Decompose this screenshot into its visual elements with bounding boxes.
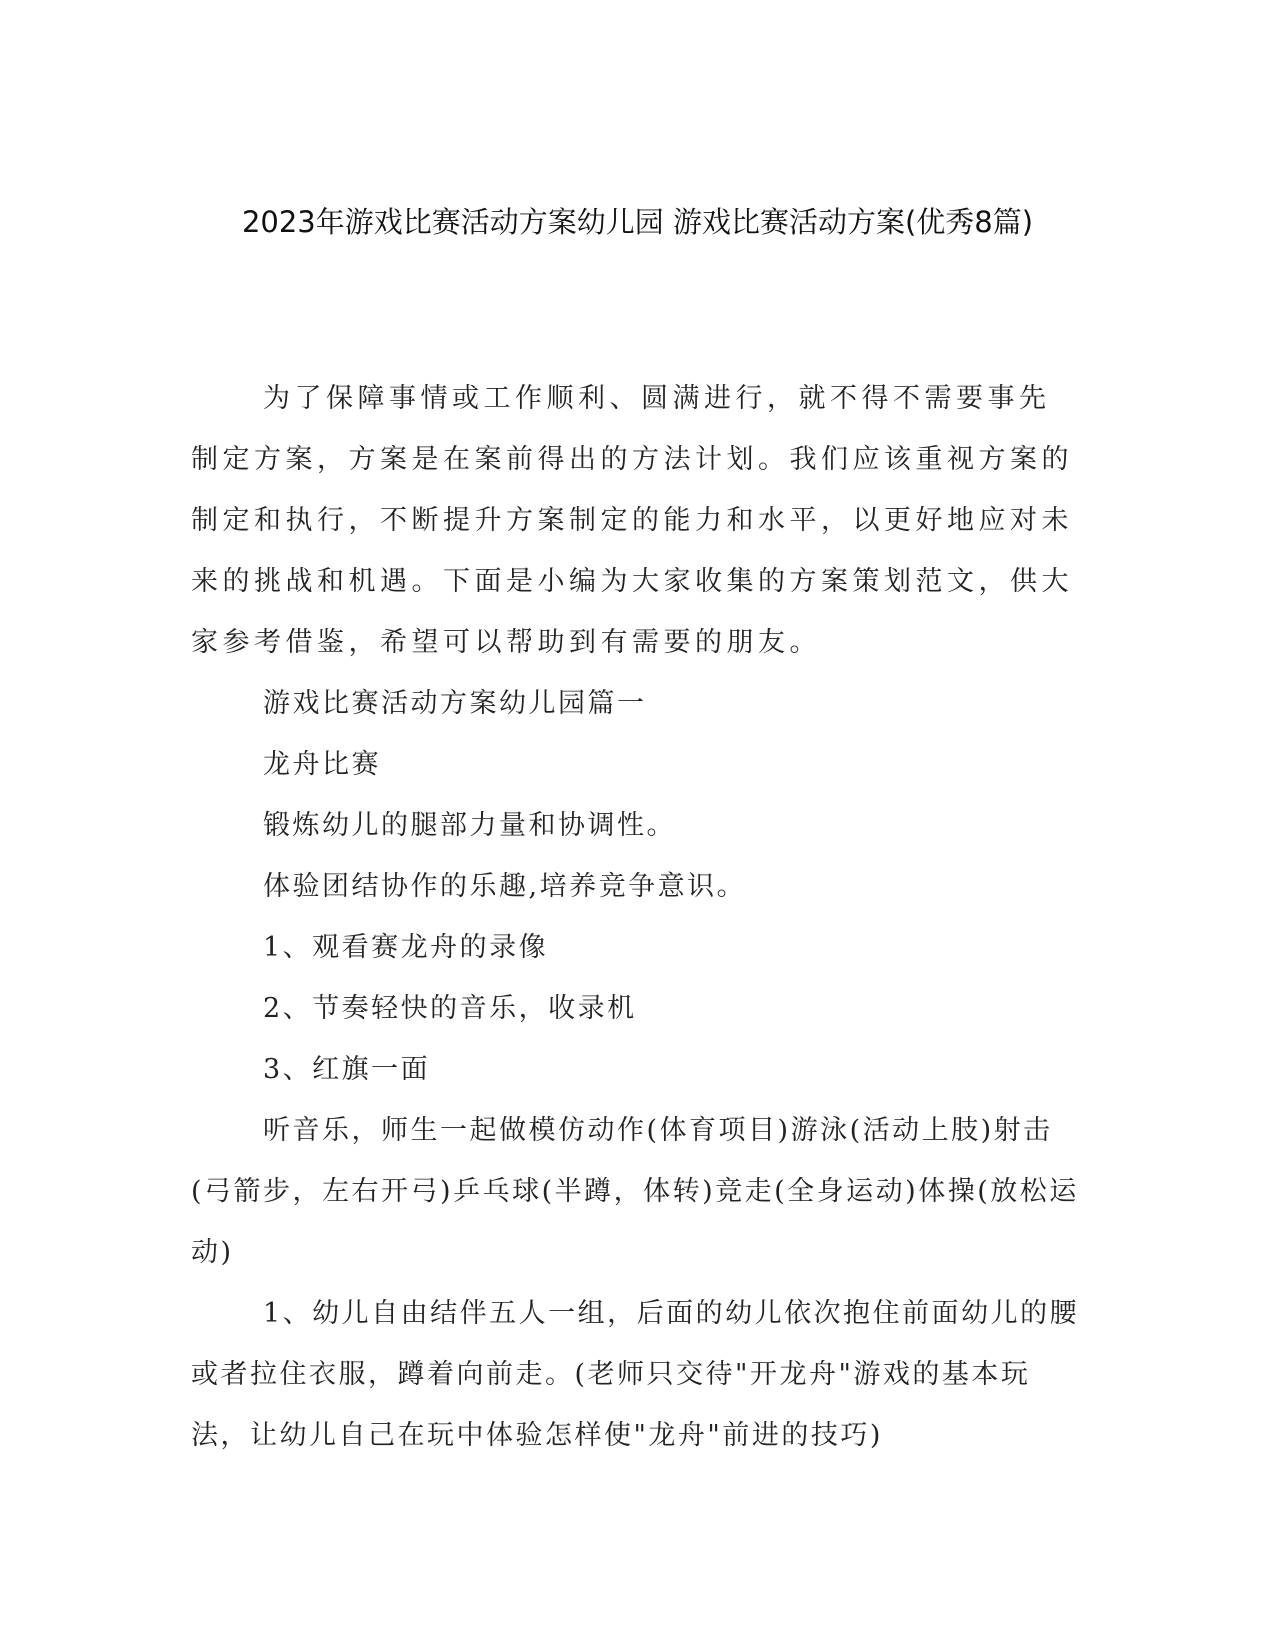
section-heading: 游戏比赛活动方案幼儿园篇一 — [263, 688, 647, 719]
intro-paragraph: 为了保障事情或工作顺利、圆满进行，就不得不需要事先制定方案，方案是在案前得出的方法计划。我们应该重视方案的制定和执行，不断提升方案制定的能力和水平，以更好地应对未来的挑战和机遇。下面是小编为大家收集的方案策划范文，供大家参考借鉴，希望可以帮助到有需要的朋友。 — [191, 383, 1073, 658]
goal-paragraph: 锻炼幼儿的腿部力量和协调性。 — [263, 810, 676, 841]
material-item: 3、红旗一面 — [263, 1054, 431, 1085]
material-item: 1、观看赛龙舟的录像 — [263, 932, 549, 963]
activity-name: 龙舟比赛 — [263, 749, 381, 780]
material-item: 2、节奏轻快的音乐，收录机 — [263, 993, 637, 1024]
document-body — [191, 368, 1081, 1466]
document-title: 2023年游戏比赛活动方案幼儿园 游戏比赛活动方案(优秀8篇) — [241, 205, 1034, 239]
goal-paragraph: 体验团结协作的乐趣,培养竞争意识。 — [263, 871, 747, 902]
process-paragraph: 听音乐，师生一起做模仿动作(体育项目)游泳(活动上肢)射击(弓箭步，左右开弓)乒乓球(半蹲，体转)竞走(全身运动)体操(放松运动) — [191, 1115, 1079, 1268]
process-paragraph: 1、幼儿自由结伴五人一组，后面的幼儿依次抱住前面幼儿的腰或者拉住衣服，蹲着向前走。(老师只交待"开龙舟"游戏的基本玩法，让幼儿自己在玩中体验怎样使"龙舟"前进的技巧) — [191, 1298, 1080, 1451]
